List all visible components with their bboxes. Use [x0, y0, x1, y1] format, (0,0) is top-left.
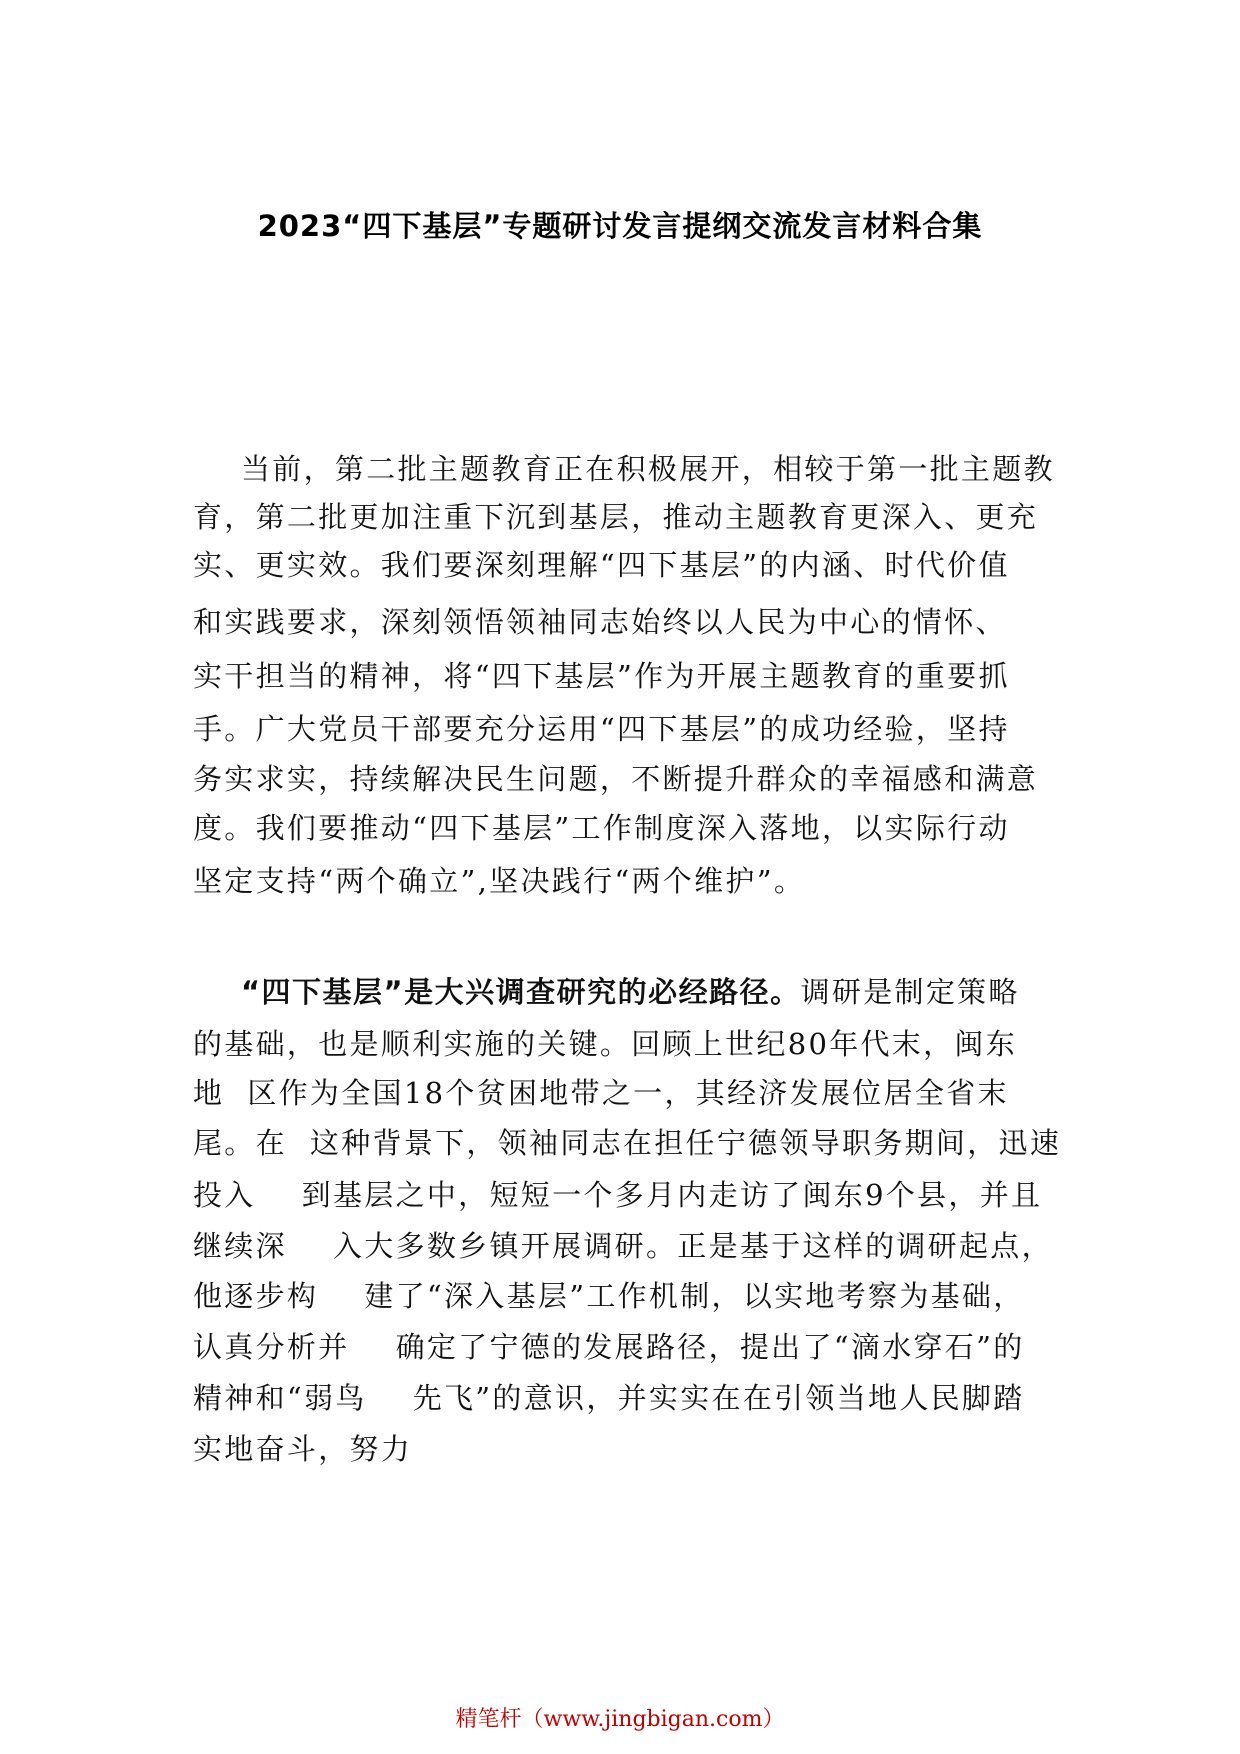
paragraph1-line-5: 实干担当的精神，将“四下基层”作为开展主题教育的重要抓: [193, 659, 1010, 693]
paragraph1-line-6: 手。广大党员干部要充分运用“四下基层”的成功经验，坚持: [193, 712, 1010, 746]
paragraph1-line-3: 实、更实效。我们要深刻理解“四下基层”的内涵、时代价值: [193, 548, 1010, 582]
paragraph1-line-9: 坚定支持“两个确立”,坚决践行“两个维护”。: [193, 864, 806, 898]
paragraph2-line-1-text: 调研是制定策略: [800, 975, 1020, 1009]
paragraph2-line-2: 的基础，也是顺利实施的关键。回顾上世纪80年代末，闽东: [193, 1027, 1018, 1061]
paragraph1-line-1: 当前，第二批主题教育正在积极展开，相较于第一批主题教: [241, 452, 1055, 486]
paragraph2-line-7: 他逐步构 建了“深入基层”工作机制，以实地考察为基础，: [193, 1279, 1025, 1313]
footer-watermark-link[interactable]: 精笔杆（www.jingbigan.com）: [455, 1707, 785, 1732]
paragraph2-line-1: [241, 970, 1020, 1011]
paragraph1-line-2: 育，第二批更加注重下沉到基层，推动主题教育更深入、更充: [193, 500, 1039, 534]
paragraph2-line-9: 精神和“弱鸟 先飞”的意识，并实实在在引领当地人民脚踏: [193, 1381, 1025, 1415]
document-title: 2023“四下基层”专题研讨发言提纲交流发言材料合集: [257, 209, 983, 243]
paragraph2-line-8: 认真分析并 确定了宁德的发展路径，提出了“滴水穿石”的: [193, 1330, 1025, 1364]
paragraph2-line-4: 尾。在 这种背景下，领袖同志在担任宁德领导职务期间，迅速: [193, 1126, 1062, 1160]
paragraph2-line-5: 投入 到基层之中，短短一个多月内走访了闽东9个县，并且: [193, 1178, 1043, 1212]
paragraph1-line-8: 度。我们要推动“四下基层”工作制度深入落地，以实际行动: [193, 811, 1010, 845]
paragraph2-line-3: 地 区作为全国18个贫困地带之一，其经济发展位居全省末: [193, 1076, 1009, 1110]
paragraph1-line-7: 务实求实，持续解决民生问题，不断提升群众的幸福感和满意: [193, 762, 1039, 796]
paragraph1-line-4: 和实践要求，深刻领悟领袖同志始终以人民为中心的情怀、: [193, 605, 1007, 639]
paragraph2-line-10: 实地奋斗，努力: [193, 1432, 413, 1466]
paragraph2-heading: “四下基层”是大兴调查研究的必经路径。: [241, 975, 801, 1009]
paragraph2-line-6: 继续深 入大多数乡镇开展调研。正是基于这样的调研起点，: [193, 1229, 1053, 1263]
